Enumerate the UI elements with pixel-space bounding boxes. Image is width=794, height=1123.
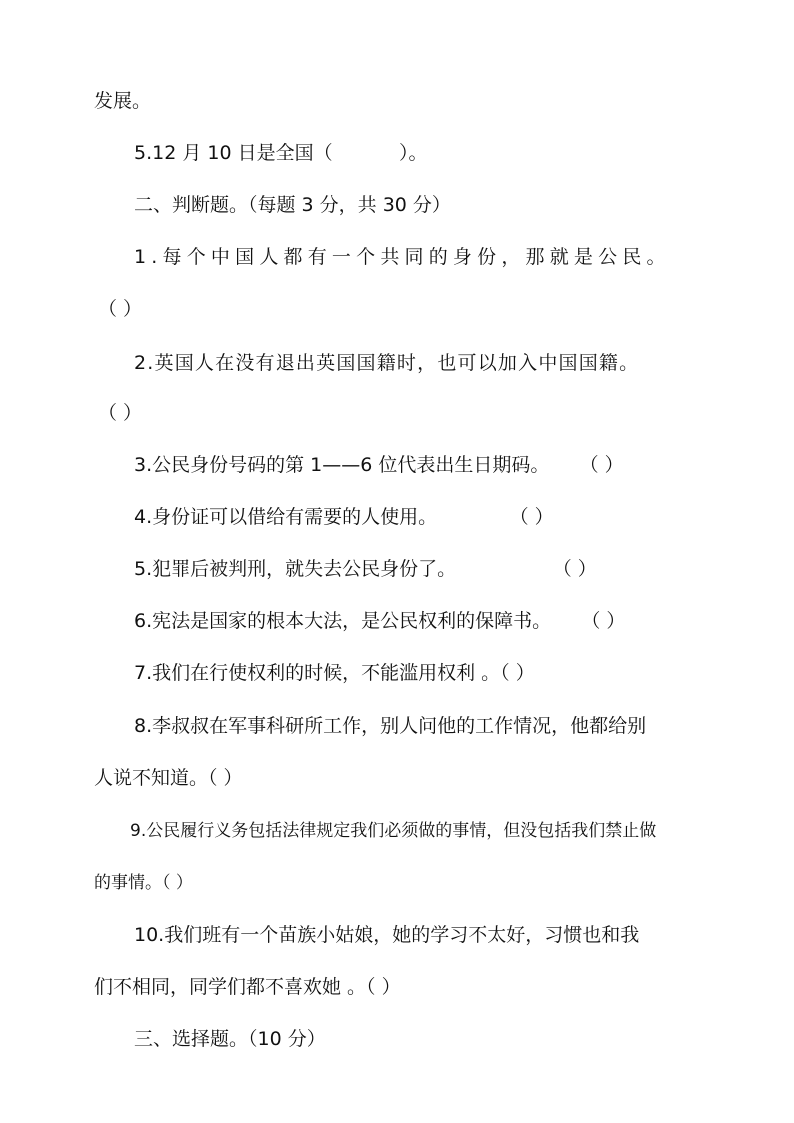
section-heading-true-false: 二、判断题。（每题 3 分，共 30 分） [134,194,451,216]
question-6: 6.宪法是国家的根本大法，是公民权利的保障书。 （ ） [134,610,626,632]
answer-bracket: （ ） [98,298,143,320]
question-7: 7.我们在行使权利的时候，不能滥用权利 。（ ） [134,662,535,684]
text-line: 发展。 [94,90,152,112]
fill-in-question-5: 5.12 月 10 日是全国（ ）。 [134,142,428,164]
question-8: 8.李叔叔在军事科研所工作，别人问他的工作情况，他都给别 [134,715,647,737]
section-heading-multiple-choice: 三、选择题。（10 分） [134,1028,326,1050]
question-9-continued: 的事情。（ ） [94,873,193,893]
answer-bracket: （ ） [98,402,143,424]
question-5: 5.犯罪后被判刑，就失去公民身份了。 （ ） [134,558,597,580]
question-3: 3.公民身份号码的第 1——6 位代表出生日期码。 （ ） [134,454,624,476]
question-9: 9.公民履行义务包括法律规定我们必须做的事情，但没包括我们禁止做 [130,821,657,841]
question-1: 1.每个中国人都有一个共同的身份，那就是公民。 [134,246,671,268]
question-10: 10.我们班有一个苗族小姑娘，她的学习不太好，习惯也和我 [134,924,640,946]
question-4: 4.身份证可以借给有需要的人使用。 （ ） [134,506,554,528]
question-8-continued: 人说不知道。（ ） [94,767,243,789]
question-2: 2.英国人在没有退出英国国籍时，也可以加入中国国籍。 [134,352,640,374]
question-10-continued: 们不相同，同学们都不喜欢她 。（ ） [94,976,401,998]
